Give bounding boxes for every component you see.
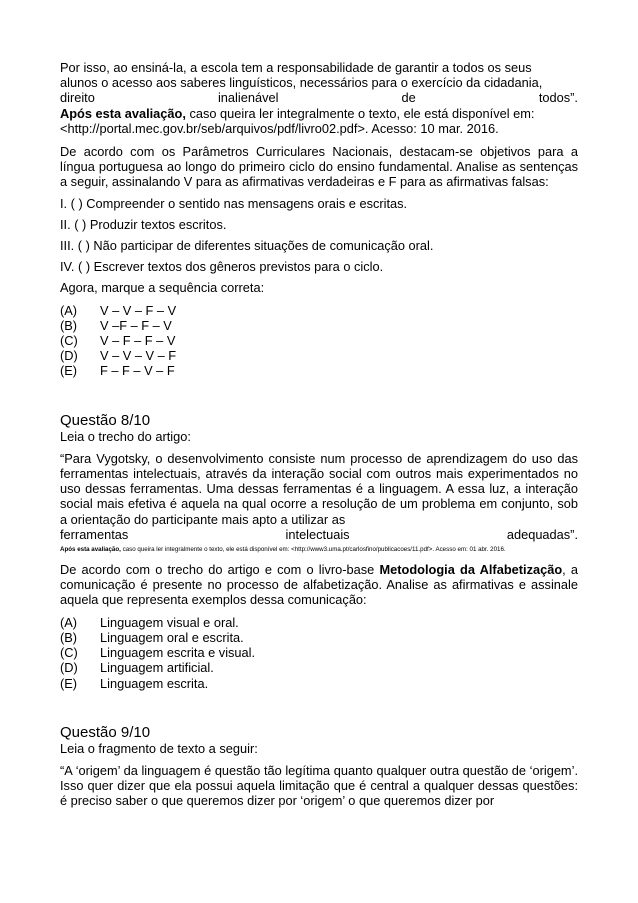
source-note-text: caso queira ler integralmente o texto, ele está disponível em: <http://www3.uma.pt/carlosfino/publicacoes/11.pdf>. Acesso em: 01 abr. 2016. [120, 546, 506, 554]
question-9-title: Questão 9/10 [60, 723, 151, 741]
question-9-lead: Leia o fragmento de texto a seguir: [60, 740, 258, 756]
option-letter: (B) [60, 629, 78, 645]
answer-option [60, 660, 578, 675]
question-7-options [60, 303, 578, 379]
stem-text: De acordo com o trecho do artigo e com o livro-base [60, 562, 380, 578]
option-text: Linguagem visual e oral. [100, 614, 239, 630]
answer-option [60, 318, 578, 333]
question-8-options [60, 615, 578, 691]
question-8-quote: “Para Vygotsky, o desenvolvimento consiste num processo de aprendizagem do uso das ferramentas intelectuais, através da interação social com outros mais experimentados no uso dessas ferramentas. Uma dessas ferramentas é a linguagem. A essa luz, a interação social mais efetiva é aquela na qual ocorre a resolução de um problema em conjunto, sob a orientação do participante mais apto a utilizar as [60, 450, 578, 527]
answer-prompt: Agora, marque a sequência correta: [60, 280, 265, 296]
stem-text: , a comunicação é presente no processo de alfabetização. Analise as afirmativas e assinale aquela que representa exemplos dessa comunicação: [60, 562, 578, 608]
source-note-bold: Após esta avaliação, [60, 546, 121, 554]
option-letter: (D) [60, 660, 78, 676]
answer-option [60, 333, 578, 348]
option-text: V –F – F – V [100, 317, 172, 333]
answer-option [60, 630, 578, 645]
source-link: <http://portal.mec.gov.br/seb/arquivos/pdf/livro02.pdf>. Acesso: 10 mar. 2016. [60, 120, 499, 136]
source-note [60, 106, 578, 121]
statement-item: I. ( ) Compreender o sentido nas mensagens orais e escritas. [60, 195, 408, 211]
option-text: Linguagem artificial. [100, 660, 214, 676]
option-text: V – F – F – V [100, 333, 176, 349]
option-letter: (E) [60, 675, 78, 691]
question-8-source-note [60, 545, 578, 554]
option-text: V – V – F – V [100, 302, 177, 318]
answer-option [60, 363, 578, 378]
option-letter: (C) [60, 645, 78, 661]
option-text: Linguagem escrita e visual. [100, 645, 256, 661]
answer-option [60, 303, 578, 318]
option-text: Linguagem oral e escrita. [100, 629, 244, 645]
answer-option [60, 645, 578, 660]
book-title: Metodologia da Alfabetização [379, 562, 563, 578]
option-letter: (A) [60, 614, 78, 630]
answer-option [60, 615, 578, 630]
option-letter: (D) [60, 348, 78, 364]
option-text: F – F – V – F [100, 363, 175, 379]
continuation-line: alunos o acesso aos saberes linguísticos, necessários para o exercício da cidadania, [60, 75, 543, 91]
statement-item: IV. ( ) Escrever textos dos gêneros previstos para o ciclo. [60, 259, 384, 275]
document-page [60, 60, 578, 809]
question-8-stem [60, 562, 578, 608]
statement-item: II. ( ) Produzir textos escritos. [60, 216, 227, 232]
answer-option [60, 676, 578, 691]
option-text: Linguagem escrita. [100, 675, 209, 691]
statement-item: III. ( ) Não participar de diferentes situações de comunicação oral. [60, 238, 434, 254]
option-letter: (C) [60, 333, 78, 349]
question-8-lead: Leia o trecho do artigo: [60, 428, 191, 444]
option-text: V – V – V – F [100, 348, 177, 364]
answer-option [60, 348, 578, 363]
option-letter: (A) [60, 302, 78, 318]
option-letter: (E) [60, 363, 78, 379]
question-8-quote-end: ferramentas intelectuais adequadas”. [60, 526, 578, 542]
continuation-line: direito inalienável de todos”. [60, 90, 578, 106]
continuation-line: Por isso, ao ensiná-la, a escola tem a responsabilidade de garantir a todos os seus [60, 60, 532, 75]
question-8-title: Questão 8/10 [60, 411, 151, 429]
question-9-quote: “A ‘origem’ da linguagem é questão tão legítima quanto qualquer outra questão de ‘origem’. Isso quer dizer que ela possui aquela limitação que é central a qualquer dessas questões: é preciso saber o que queremos dizer por ‘origem’ o que queremos dizer por [60, 762, 578, 809]
option-letter: (B) [60, 317, 78, 333]
source-note-text: caso queira ler integralmente o texto, ele está disponível em: [185, 105, 535, 121]
question-7-intro: De acordo com os Parâmetros Curriculares Nacionais, destacam-se objetivos para a língua portuguesa ao longo do primeiro ciclo do ensino fundamental. Analise as sentenças a seguir, assinalando V para as afirmativas verdadeiras e F para as afirmativas falsas: [60, 144, 578, 190]
source-note-bold: Após esta avaliação, [60, 105, 186, 121]
